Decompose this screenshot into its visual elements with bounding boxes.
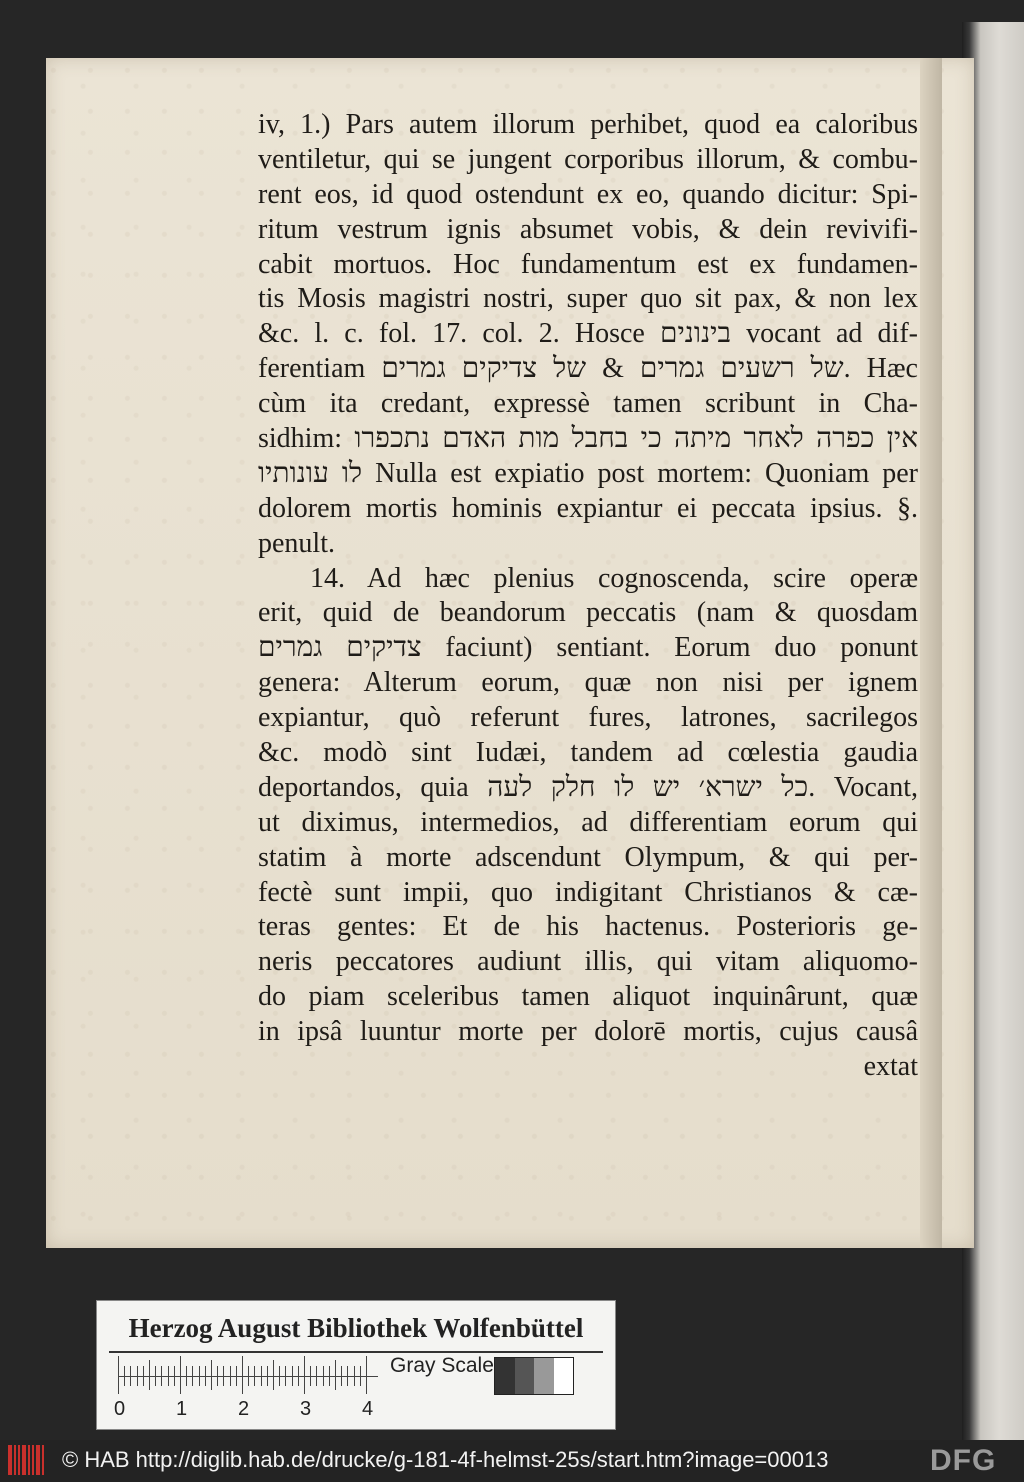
text-line: &c. modò sint Iudæi, tandem ad cœlestia gaudia bbox=[258, 737, 918, 769]
ruler-tick bbox=[323, 1366, 324, 1386]
text-line: iv, 1.) Pars autem illorum perhibet, quod ea caloribus bbox=[258, 109, 918, 140]
ruler-tick bbox=[267, 1366, 268, 1386]
ruler-tick bbox=[360, 1366, 361, 1386]
ruler-tick bbox=[236, 1366, 237, 1386]
ruler-tick bbox=[180, 1356, 181, 1394]
card-divider bbox=[109, 1351, 603, 1353]
ruler-tick bbox=[366, 1356, 367, 1394]
text-line: tis Mosis magistri nostri, super quo sit pax, & non lex bbox=[258, 283, 918, 315]
text-line: ferentiam של רשעים גמרים & של צדיקים גמרים. Hæc bbox=[258, 353, 918, 385]
gray-swatch bbox=[495, 1358, 515, 1394]
gray-swatch bbox=[554, 1358, 574, 1394]
text-line: statim à morte adscendunt Olympum, & qui per- bbox=[258, 841, 918, 873]
text-line: rent eos, id quod ostendunt ex eo, quando dicitur: Spi- bbox=[258, 178, 918, 210]
ruler-tick bbox=[298, 1366, 299, 1386]
ruler-number-3: 3 bbox=[300, 1398, 312, 1420]
ruler-tick bbox=[155, 1366, 156, 1386]
ruler-tick bbox=[211, 1360, 212, 1390]
ruler-number-4: 4 bbox=[362, 1398, 374, 1420]
text-line: 14. Ad hæc plenius cognoscenda, scire operæ bbox=[310, 562, 918, 594]
ruler-tick bbox=[149, 1360, 150, 1390]
ruler-tick bbox=[329, 1366, 330, 1386]
barcode-stripe bbox=[32, 1445, 34, 1475]
ruler-tick bbox=[316, 1366, 317, 1386]
ruler-tick bbox=[199, 1366, 200, 1386]
gray-scale-bar bbox=[494, 1357, 574, 1395]
gray-swatch bbox=[534, 1358, 554, 1394]
ruler-tick bbox=[137, 1366, 138, 1386]
ruler-tick bbox=[118, 1356, 119, 1394]
ruler-tick bbox=[341, 1366, 342, 1386]
ruler-tick bbox=[292, 1366, 293, 1386]
ruler-tick bbox=[168, 1366, 169, 1386]
text-line: צדיקים גמרים faciunt) sentiant. Eorum duo ponunt bbox=[258, 632, 918, 664]
ruler-tick bbox=[285, 1366, 286, 1386]
ruler-tick bbox=[223, 1366, 224, 1386]
text-line: cabit mortuos. Hoc fundamentum est ex fundamen- bbox=[258, 248, 918, 280]
ruler-number-1: 1 bbox=[176, 1398, 188, 1420]
ruler-tick bbox=[335, 1360, 336, 1390]
text-line: teras gentes: Et de his hactenus. Posterioris ge- bbox=[258, 911, 918, 943]
barcode-stripe bbox=[28, 1445, 30, 1475]
text-line: cùm ita credant, expressè tamen scribunt in Cha- bbox=[258, 388, 918, 420]
ruler-tick bbox=[273, 1360, 274, 1390]
barcode-stripe bbox=[14, 1445, 16, 1475]
ruler-tick bbox=[347, 1366, 348, 1386]
text-line: ventiletur, qui se jungent corporibus illorum, & combu- bbox=[258, 143, 918, 175]
barcode-stripe bbox=[42, 1445, 44, 1475]
page-gutter bbox=[920, 58, 942, 1248]
text-line: erit, quid de beandorum peccatis (nam & quosdam bbox=[258, 597, 918, 629]
text-line: neris peccatores audiunt illis, qui vitam aliquomo- bbox=[258, 946, 918, 978]
ruler-tick bbox=[161, 1366, 162, 1386]
page-text bbox=[258, 108, 918, 1085]
text-line: penult. bbox=[258, 527, 335, 559]
ruler-tick bbox=[304, 1356, 305, 1394]
ruler-tick bbox=[242, 1356, 243, 1394]
ruler-number-0: 0 bbox=[114, 1398, 126, 1420]
ruler-tick bbox=[192, 1366, 193, 1386]
ruler-number-2: 2 bbox=[238, 1398, 250, 1420]
text-line: in ipsâ luuntur morte per dolorē mortis, cujus causâ bbox=[258, 1016, 918, 1048]
library-name: Herzog August Bibliothek Wolfenbüttel bbox=[128, 1313, 584, 1343]
ruler-tick bbox=[354, 1366, 355, 1386]
text-line: do piam sceleribus tamen aliquot inquinârunt, quæ bbox=[258, 981, 918, 1013]
text-line: genera: Alterum eorum, quæ non nisi per ignem bbox=[258, 667, 918, 699]
dfg-logo: DFG bbox=[930, 1444, 997, 1477]
gray-swatch bbox=[515, 1358, 535, 1394]
text-line: expiantur, quò referunt fures, latrones, sacrilegos bbox=[258, 702, 918, 734]
ruler-tick bbox=[310, 1366, 311, 1386]
ruler-tick bbox=[248, 1366, 249, 1386]
ruler-tick bbox=[217, 1366, 218, 1386]
barcode-stripe bbox=[22, 1445, 26, 1475]
text-line: ritum vestrum ignis absumet vobis, & dein revivifi- bbox=[258, 213, 918, 245]
text-line: sidhim: אין כפרה לאחר מיתה כי בחבל מות האדם נתכפרו bbox=[258, 423, 918, 455]
ruler-tick bbox=[186, 1366, 187, 1386]
text-line: ut diximus, intermedios, ad differentiam eorum qui bbox=[258, 806, 918, 838]
ruler-tick bbox=[124, 1366, 125, 1386]
ruler-tick bbox=[205, 1366, 206, 1386]
text-line: לו עונותיו Nulla est expiatio post mortem: Quoniam per bbox=[258, 457, 918, 489]
barcode-stripe bbox=[18, 1445, 20, 1475]
barcode-stripe bbox=[8, 1445, 12, 1475]
cm-ruler bbox=[118, 1356, 378, 1396]
ruler-tick bbox=[279, 1366, 280, 1386]
text-line: dolorem mortis hominis expiantur ei peccata ipsius. §. bbox=[258, 492, 918, 524]
ruler-tick bbox=[130, 1366, 131, 1386]
ruler-tick bbox=[261, 1366, 262, 1386]
text-line: fectè sunt impii, quo indigitant Christianos & cæ- bbox=[258, 876, 918, 908]
ruler-tick bbox=[254, 1366, 255, 1386]
ruler-tick bbox=[230, 1366, 231, 1386]
gray-scale-label: Gray Scale bbox=[390, 1354, 494, 1377]
copyright-link[interactable]: © HAB http://diglib.hab.de/drucke/g-181-4f-helmst-25s/start.htm?image=00013 bbox=[62, 1447, 829, 1472]
ruler-tick bbox=[174, 1366, 175, 1386]
text-line: &c. l. c. fol. 17. col. 2. Hosce בינונים vocant ad dif- bbox=[258, 318, 918, 350]
text-line: deportandos, quia כל ישרא׳ יש לו חלק לעה. Vocant, bbox=[258, 771, 918, 803]
ruler-tick bbox=[143, 1366, 144, 1386]
barcode-icon bbox=[8, 1445, 46, 1475]
barcode-stripe bbox=[36, 1445, 40, 1475]
text-line: extat bbox=[863, 1051, 918, 1083]
